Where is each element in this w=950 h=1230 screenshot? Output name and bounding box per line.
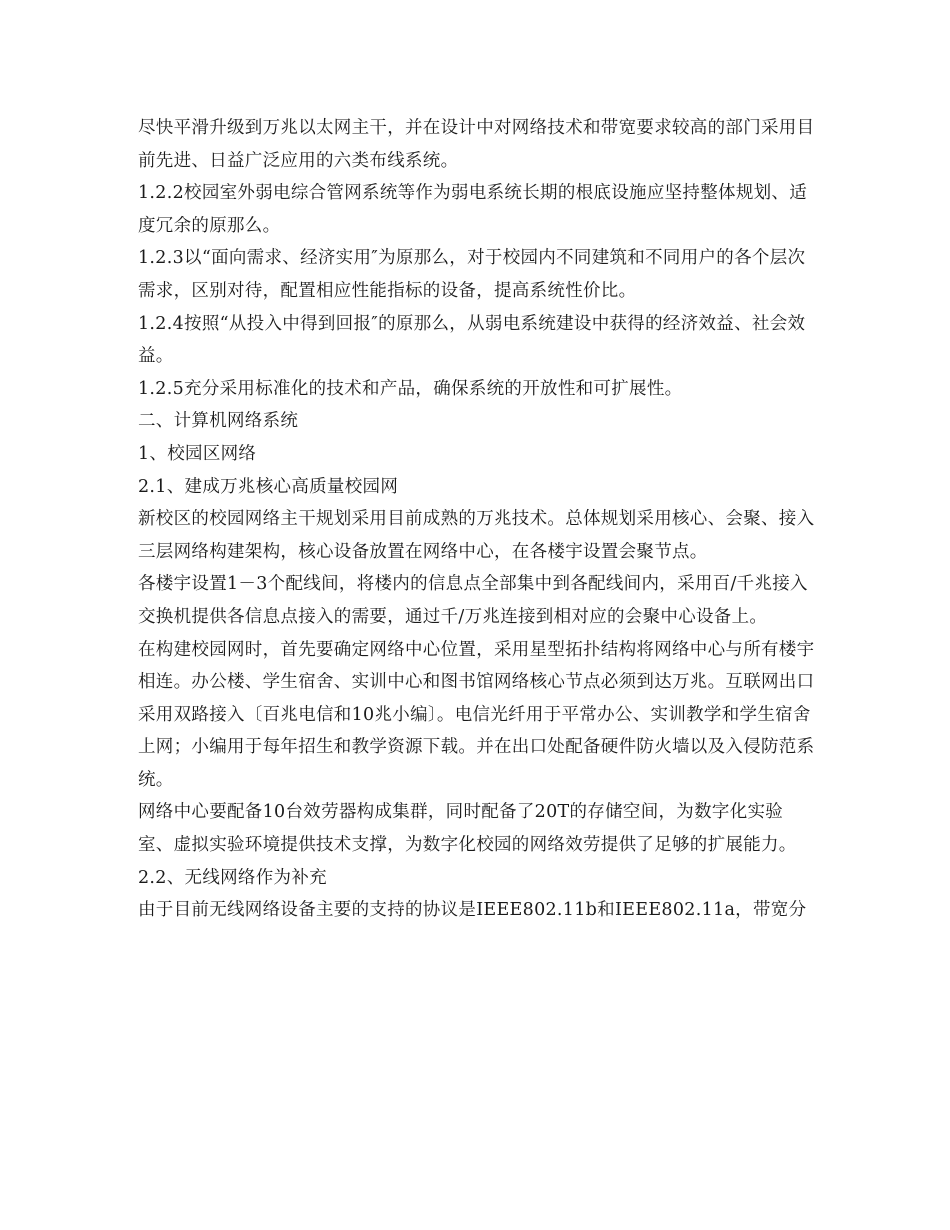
paragraph-intro: 尽快平滑升级到万兆以太网主干，并在设计中对网络技术和带宽要求较高的部门采用目前先进、日益广泛应用的六类布线系统。	[138, 118, 815, 171]
paragraph-wireless: 由于目前无线网络设备主要的支持的协议是IEEE802.11b和IEEE802.11a，带宽分	[138, 900, 807, 921]
paragraph-1-2-5: 1.2.5充分采用标准化的技术和产品，确保系统的开放性和可扩展性。	[138, 378, 683, 399]
subsection-heading-1: 1、校园区网络	[138, 443, 257, 464]
subsection-heading-2-2: 2.2、无线网络作为补充	[138, 867, 327, 888]
paragraph-wiring-closets: 各楼宇设置1－3个配线间，将楼内的信息点全部集中到各配线间内，采用百/千兆接入交换机提供各信息点接入的需要，通过千/万兆连接到相对应的会聚中心设备上。	[138, 574, 808, 627]
paragraph-backbone: 新校区的校园网络主干规划采用目前成熟的万兆技术。总体规划采用核心、会聚、接入三层网络构建架构，核心设备放置在网络中心，在各楼宇设置会聚节点。	[138, 509, 815, 562]
paragraph-1-2-2: 1.2.2校园室外弱电综合管网系统等作为弱电系统长期的根底设施应坚持整体规划、适度冗余的原那么。	[138, 183, 808, 236]
section-heading-2: 二、计算机网络系统	[138, 411, 299, 432]
document-body	[138, 112, 818, 927]
paragraph-1-2-3: 1.2.3以“面向需求、经济实用″为原那么，对于校园内不同建筑和不同用户的各个层次需求，区别对待，配置相应性能指标的设备，提高系统性价比。	[138, 248, 806, 301]
paragraph-1-2-4: 1.2.4按照“从投入中得到回报″的原那么，从弱电系统建设中获得的经济效益、社会效益。	[138, 313, 806, 367]
paragraph-server-cluster: 网络中心要配备10台效劳器构成集群，同时配备了20T的存储空间，为数字化实验室、虚拟实验环境提供技术支撑，为数字化校园的网络效劳提供了足够的扩展能力。	[138, 802, 797, 856]
subsection-heading-2-1: 2.1、建成万兆核心高质量校园网	[138, 476, 399, 497]
paragraph-network-center: 在构建校园网时，首先要确定网络中心位置，采用星型拓扑结构将网络中心与所有楼宇相连。办公楼、学生宿舍、实训中心和图书馆网络核心节点必须到达万兆。互联网出口采用双路接入〔百兆电信和10兆小编〕。电信光纤用于平常办公、实训教学和学生宿舍上网；小编用于每年招生和教学资源下载。并在出口处配备硬件防火墙以及入侵防范系统。	[138, 639, 815, 790]
